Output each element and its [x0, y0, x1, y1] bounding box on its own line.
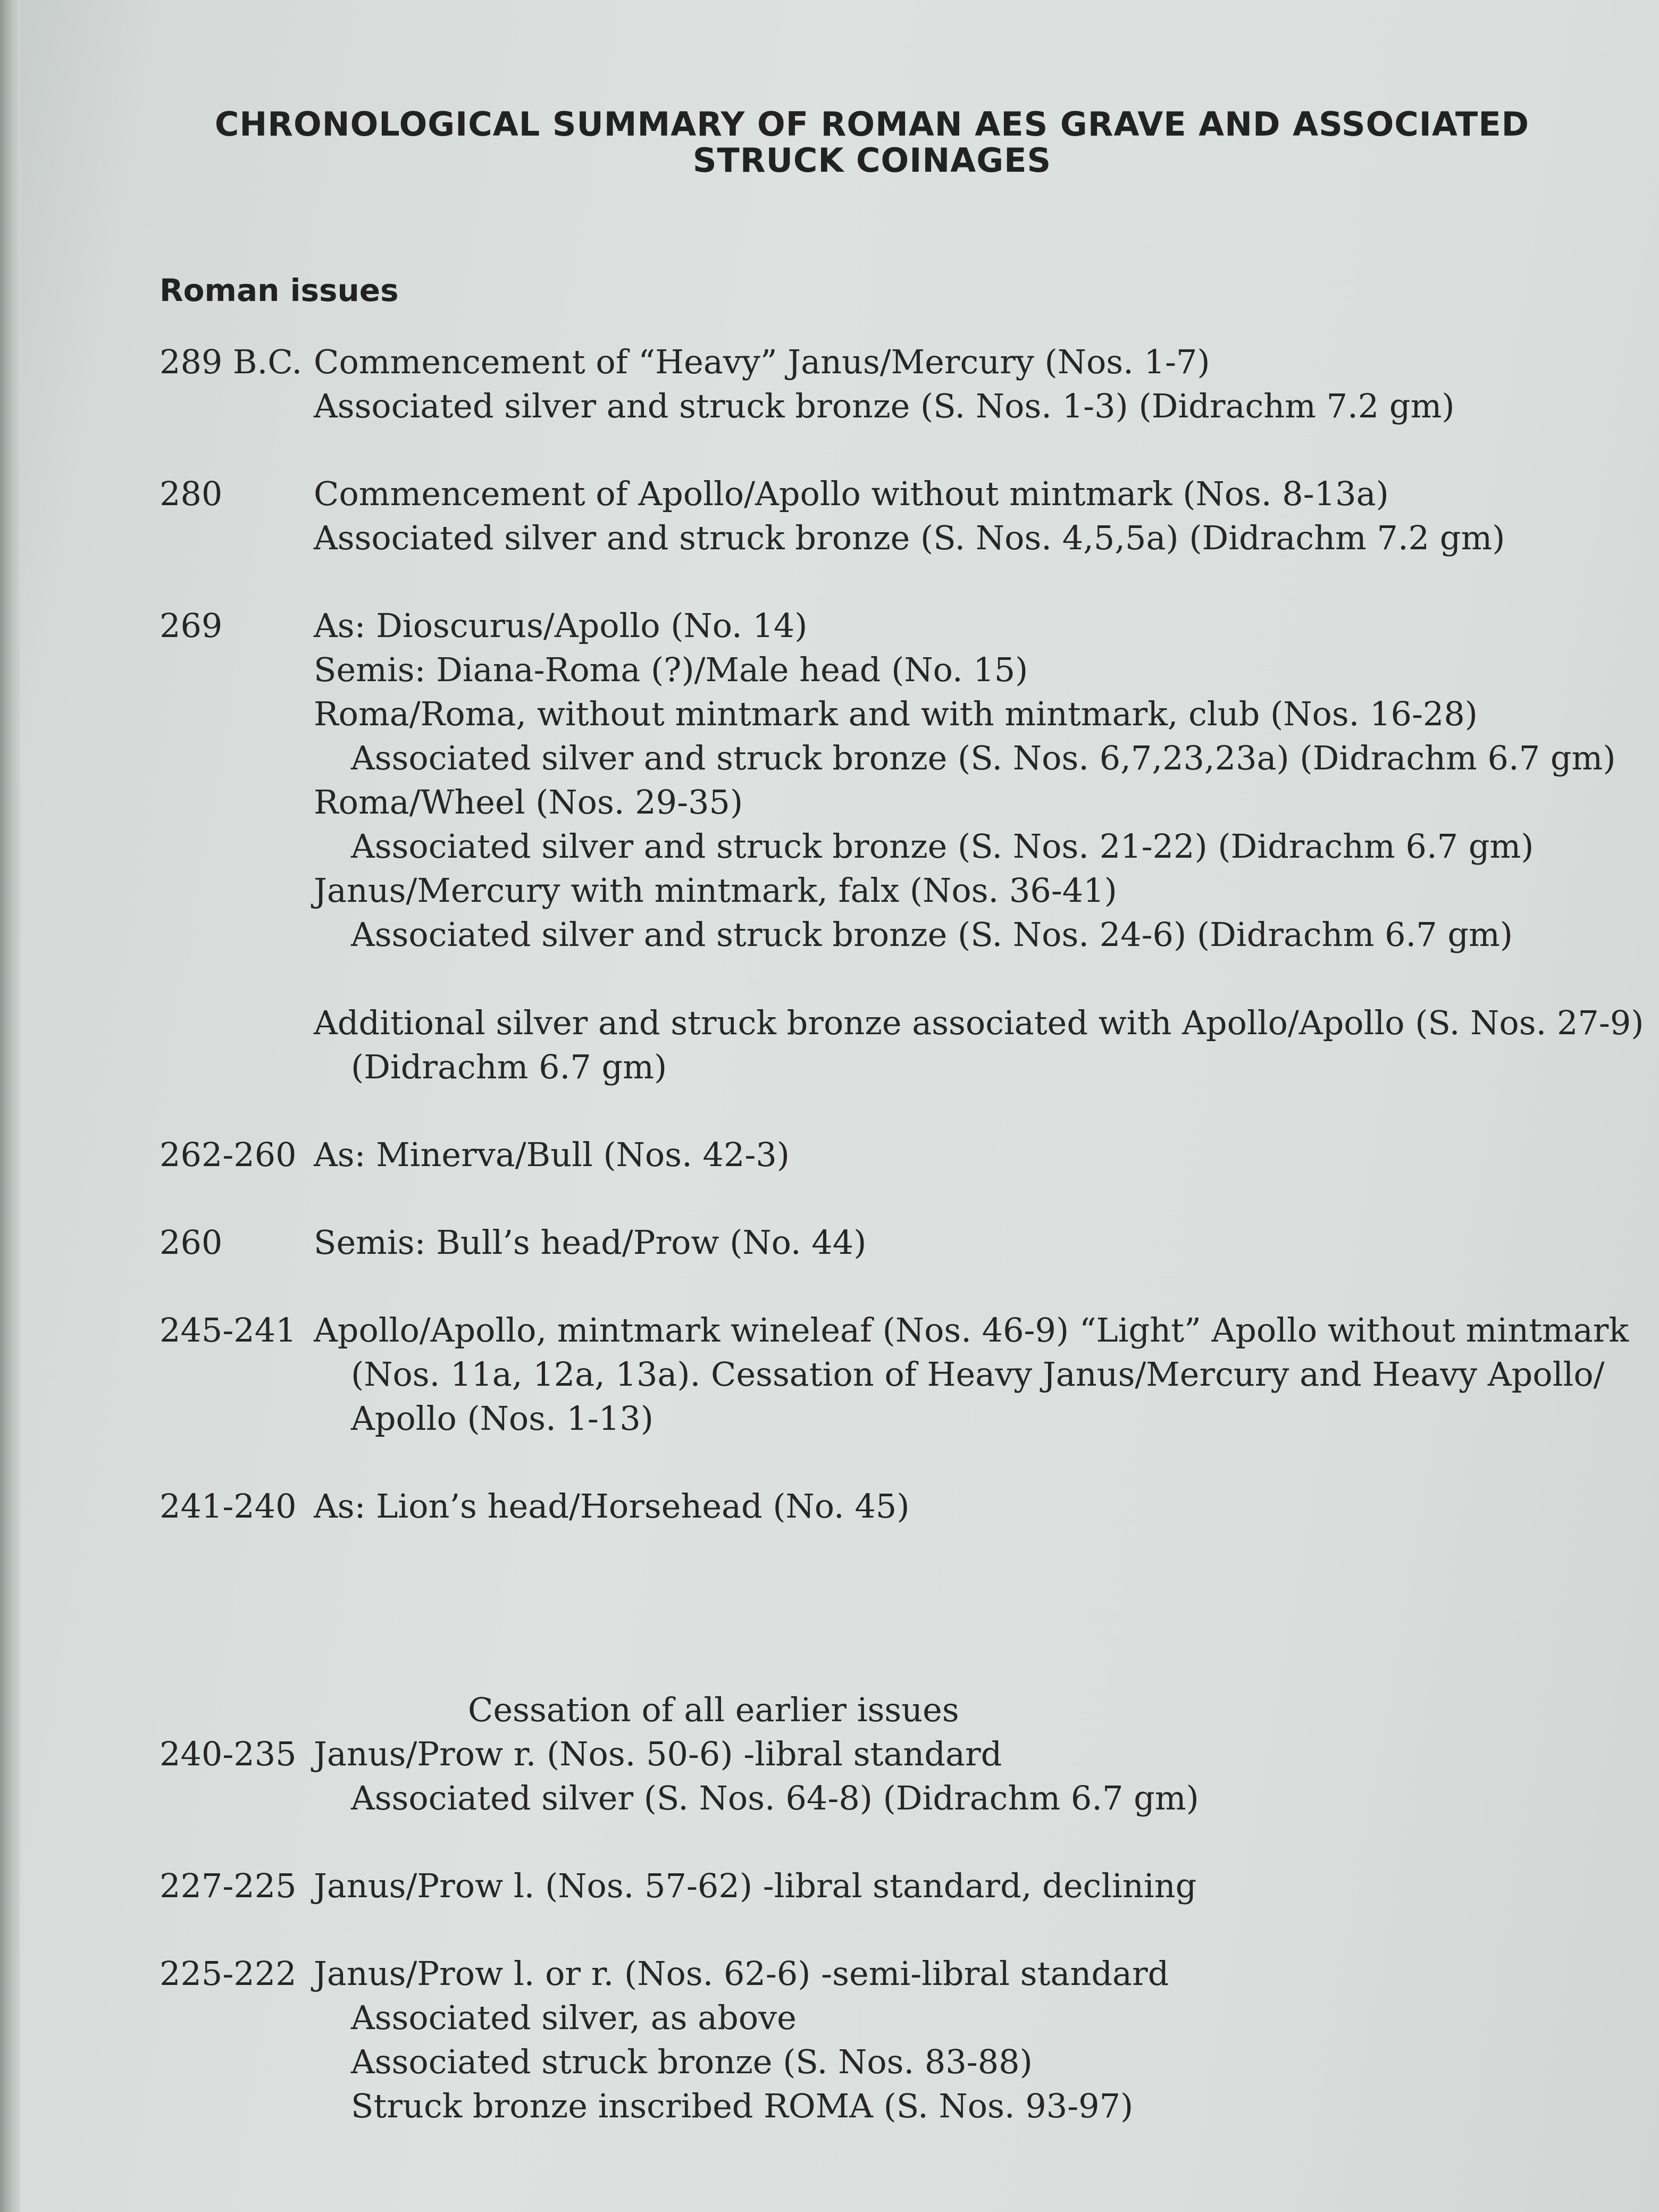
- entry: [160, 472, 1622, 560]
- entry-date: 262-260: [160, 1135, 297, 1174]
- entry-text: [314, 1308, 1629, 1440]
- entry-line: Janus/Prow l. (Nos. 57-62) -libral standard, declining: [314, 1866, 1197, 1905]
- entry-line: Apollo/Apollo, mintmark wineleaf (Nos. 46-9) “Light” Apollo without mintmark: [314, 1311, 1629, 1350]
- entry-line: Janus/Mercury with mintmark, falx (Nos. 36-41): [314, 871, 1117, 910]
- entry-date: 269: [160, 606, 223, 645]
- entry-line: Commencement of “Heavy” Janus/Mercury (Nos. 1-7): [314, 342, 1210, 381]
- entry-line: Semis: Bull’s head/Prow (No. 44): [314, 1223, 867, 1262]
- entry-text: [314, 1732, 1622, 1820]
- entry-text: [314, 472, 1622, 560]
- entry-subline: Associated silver and struck bronze (S. Nos. 21-22) (Didrachm 6.7 gm): [351, 827, 1534, 866]
- entry-text: [314, 340, 1622, 428]
- entry-date: 227-225: [160, 1866, 297, 1905]
- entry-date: 245-241: [160, 1311, 297, 1350]
- entry-date: 241-240: [160, 1487, 297, 1526]
- entry-line: Roma/Wheel (Nos. 29-35): [314, 783, 743, 822]
- entry-text: [314, 1133, 1622, 1177]
- section-heading: Roman issues: [160, 272, 399, 308]
- entry: [160, 1864, 1622, 1908]
- entry-subline: Associated silver and struck bronze (S. Nos. 6,7,23,23a) (Didrachm 6.7 gm): [351, 739, 1616, 777]
- entry: [160, 1308, 1629, 1440]
- entry-text: [314, 1220, 1622, 1264]
- document-title: [160, 106, 1585, 179]
- entry-text: [314, 604, 1644, 1089]
- entry-text: [314, 1951, 1622, 2128]
- entry-text: [314, 1864, 1622, 1908]
- entry-line: Commencement of Apollo/Apollo without mintmark (Nos. 8-13a): [314, 474, 1389, 513]
- entry-line: As: Dioscurus/Apollo (No. 14): [314, 606, 808, 645]
- entry-subline: (Didrachm 6.7 gm): [351, 1048, 667, 1086]
- content: [160, 105, 1644, 2172]
- entry-subline: (Nos. 11a, 12a, 13a). Cessation of Heavy Janus/Mercury and Heavy Apollo/: [351, 1355, 1605, 1394]
- entries-list: [160, 340, 1644, 2128]
- entry-subline: Associated struck bronze (S. Nos. 83-88): [351, 2042, 1033, 2081]
- entry-subline: Struck bronze inscribed ROMA (S. Nos. 93-97): [351, 2087, 1134, 2125]
- entry-date: 225-222: [160, 1954, 297, 1993]
- cessation-note: Cessation of all earlier issues: [468, 1690, 959, 1729]
- entry: [160, 1484, 1622, 1528]
- title-line-2: STRUCK COINAGES: [692, 141, 1052, 180]
- entry-text: [314, 1484, 1622, 1528]
- binding-edge: [0, 0, 20, 2212]
- entry-line: As: Minerva/Bull (Nos. 42-3): [314, 1135, 790, 1174]
- entry-line: Janus/Prow l. or r. (Nos. 62-6) -semi-libral standard: [314, 1954, 1169, 1993]
- entry-line: Roma/Roma, without mintmark and with mintmark, club (Nos. 16-28): [314, 694, 1478, 733]
- entry-line: Janus/Prow r. (Nos. 50-6) -libral standard: [314, 1735, 1002, 1773]
- entry-line: Additional silver and struck bronze associated with Apollo/Apollo (S. Nos. 27-9): [314, 1003, 1644, 1042]
- entry-date: 240-235: [160, 1735, 297, 1773]
- entry-line: Semis: Diana-Roma (?)/Male head (No. 15): [314, 650, 1028, 689]
- entry-line: Associated silver and struck bronze (S. Nos. 1-3) (Didrachm 7.2 gm): [314, 387, 1455, 425]
- entry-date: 260: [160, 1223, 223, 1262]
- entry: [160, 340, 1622, 428]
- entry-date: 280: [160, 474, 223, 513]
- entry-subline: Associated silver and struck bronze (S. Nos. 24-6) (Didrachm 6.7 gm): [351, 915, 1513, 954]
- entry: [160, 1732, 1622, 1820]
- entry: [160, 1951, 1622, 2128]
- entry-line: Associated silver and struck bronze (S. Nos. 4,5,5a) (Didrachm 7.2 gm): [314, 518, 1505, 557]
- entry: [160, 1220, 1622, 1264]
- entry-subline: Associated silver, as above: [351, 1998, 797, 2037]
- entry: [160, 604, 1644, 1089]
- entry: [160, 1133, 1622, 1177]
- entry-subline: Apollo (Nos. 1-13): [351, 1399, 653, 1438]
- entry-line: As: Lion’s head/Horsehead (No. 45): [314, 1487, 910, 1526]
- entry-date: 289 B.C.: [160, 342, 303, 381]
- title-line-1: CHRONOLOGICAL SUMMARY OF ROMAN AES GRAVE AND ASSOCIATED: [214, 105, 1530, 144]
- entry-subline: Associated silver (S. Nos. 64-8) (Didrachm 6.7 gm): [351, 1779, 1199, 1817]
